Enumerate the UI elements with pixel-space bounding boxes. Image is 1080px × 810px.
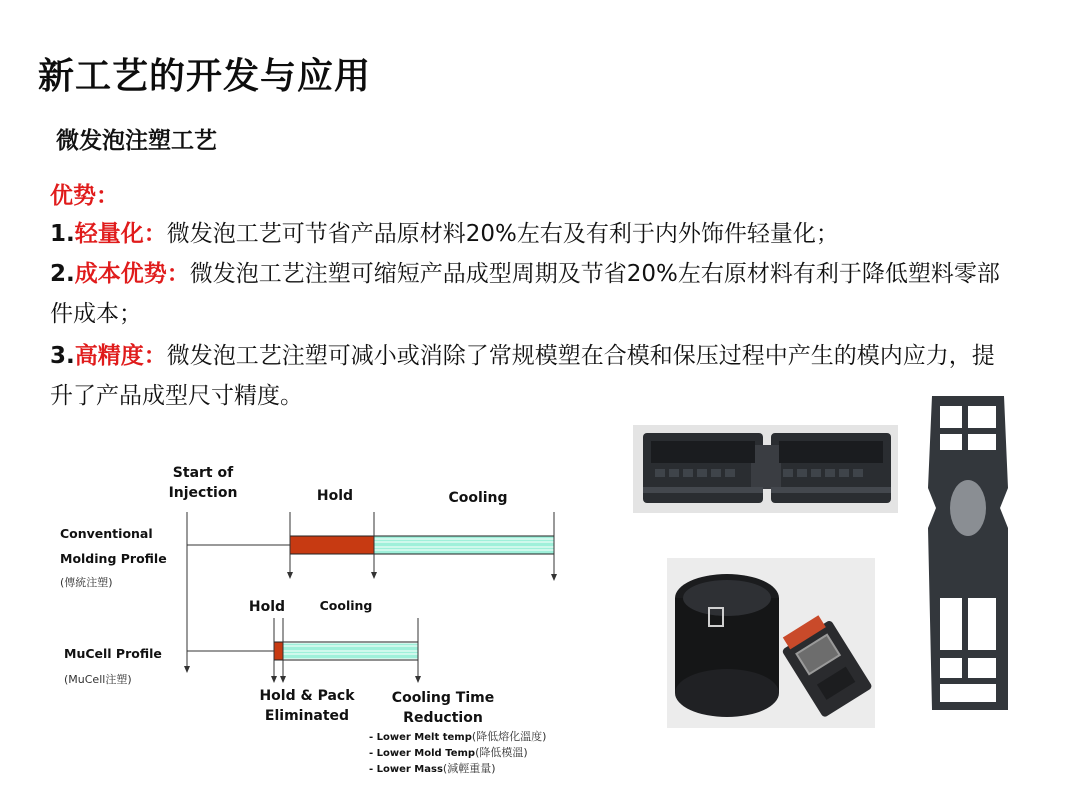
hold-label-bottom: Hold — [248, 599, 286, 615]
hold-pack-label-line1: Hold & Pack — [259, 688, 355, 704]
hold-pack-label-line2: Eliminated — [264, 708, 350, 724]
bezel-photo — [922, 388, 1014, 720]
mucell-cooling-start-arrow — [280, 676, 286, 683]
cooling-label-top: Cooling — [448, 490, 508, 506]
cooling-end-arrow — [551, 574, 557, 581]
advantage-item-3 — [50, 336, 1010, 416]
mucell-label: MuCell Profile — [64, 646, 162, 661]
start-marker-arrow — [184, 666, 190, 673]
hold-start-arrow — [287, 572, 293, 579]
advantage-number: 1. — [50, 221, 75, 247]
advantages-heading: 优势： — [50, 183, 119, 209]
conventional-label-line1: Conventional — [60, 526, 153, 541]
advantage-item-2 — [50, 254, 1010, 334]
start-injection-label-line2: Injection — [168, 485, 238, 501]
mucell-hold-start-arrow — [271, 676, 277, 683]
molding-profile-diagram — [0, 440, 640, 810]
note-lower-melt-temp: - Lower Melt temp(降低熔化溫度) — [369, 730, 547, 743]
conventional-cooling-bar — [374, 536, 554, 554]
advantage-number: 2. — [50, 261, 75, 287]
advantage-number: 3. — [50, 343, 75, 369]
conventional-hold-bar — [290, 536, 374, 554]
section-subtitle: 微发泡注塑工艺 — [56, 128, 217, 154]
advantage-text: 微发泡工艺可节省产品原材料20%左右及有利于内外饰件轻量化； — [166, 221, 839, 247]
cooling-start-arrow — [371, 572, 377, 579]
advantage-text: 微发泡工艺注塑可减小或消除了常规模塑在合模和保压过程中产生的模内应力，提升了产品成型尺寸精度。 — [50, 343, 995, 409]
mucell-cooling-bar — [283, 642, 418, 660]
connector-photo — [633, 425, 898, 513]
cooling-reduction-label-line1: Cooling Time — [391, 690, 495, 706]
advantage-text: 微发泡工艺注塑可缩短产品成型周期及节省20%左右原材料有利于降低塑料零部件成本； — [50, 261, 1000, 327]
mucell-hold-bar — [274, 642, 283, 660]
sensor-photo — [667, 558, 875, 728]
conventional-note: (傳統注塑) — [60, 576, 113, 589]
mucell-note: (MuCell注塑) — [64, 673, 132, 686]
conventional-label-line2: Molding Profile — [60, 551, 167, 566]
mucell-cooling-end-arrow — [415, 676, 421, 683]
note-lower-mass: - Lower Mass(減輕重量) — [369, 762, 496, 775]
cooling-reduction-label-line2: Reduction — [403, 710, 483, 726]
hold-label-top: Hold — [316, 488, 354, 504]
cooling-label-bottom: Cooling — [319, 598, 373, 613]
advantage-keyword: 高精度： — [74, 343, 167, 369]
note-lower-mold-temp: - Lower Mold Temp(降低模溫) — [369, 746, 528, 759]
start-injection-label-line1: Start of — [172, 465, 234, 481]
advantage-keyword: 成本优势： — [74, 261, 190, 287]
advantage-item-1 — [50, 214, 1010, 254]
advantage-keyword: 轻量化： — [74, 221, 167, 247]
page-title: 新工艺的开发与应用 — [38, 56, 372, 97]
